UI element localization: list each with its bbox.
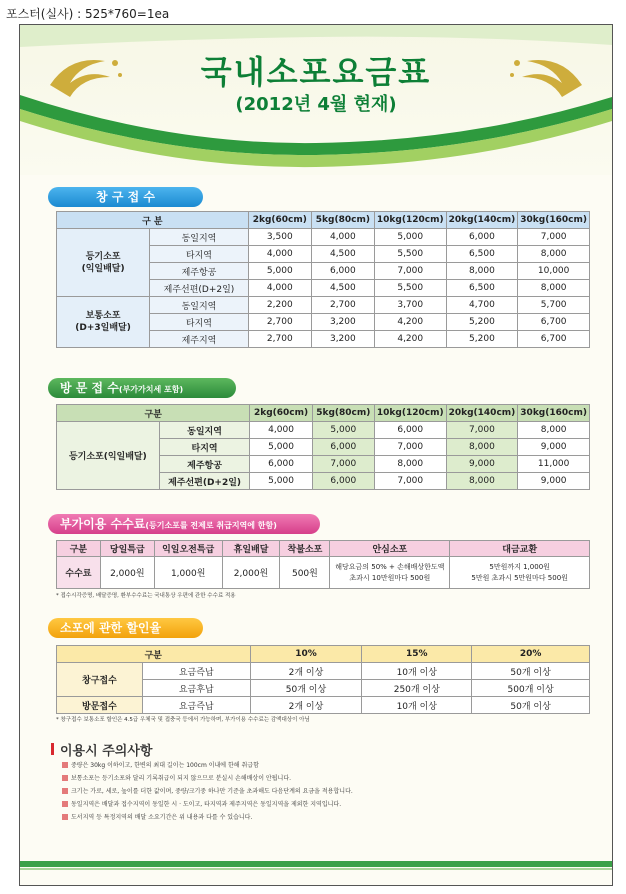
caution-text: 동일지역은 배달과 접수지역이 동일한 시 · 도이고, 타지역과 제주지역은 동일지역을 제외한 지역입니다. (71, 801, 342, 808)
price-cell: 6,000 (374, 422, 446, 439)
caution-text: 보통소포는 등기소포와 달리 기록취급이 되지 않으므로 분실시 손해배상이 안됩니다. (71, 775, 292, 782)
region-cell: 제주항공 (159, 456, 250, 473)
price-cell: 5,000 (374, 229, 446, 246)
fees-header-cell: 구분 (57, 541, 101, 557)
caution-text: 중량은 30kg 이하이고, 한변의 최대 길이는 100cm 이내에 한해 취급함 (71, 762, 259, 769)
price-cell: 8,000 (446, 263, 518, 280)
discount-header-cell: 15% (362, 646, 472, 663)
caution-list (62, 759, 353, 824)
discount-cell: 10개 이상 (362, 697, 472, 714)
counter-section-label: 창 구 접 수 (48, 187, 203, 207)
fee-cell: 1,000원 (154, 557, 222, 589)
visit-rate-table (56, 404, 590, 490)
price-cell: 2,700 (311, 297, 374, 314)
price-cell: 7,000 (374, 263, 446, 280)
price-cell: 8,000 (374, 456, 446, 473)
price-cell: 7,000 (374, 439, 446, 456)
visit-header-cell: 구분 (57, 405, 250, 422)
extra-fees-table (56, 540, 590, 589)
visit-header-cell: 20kg(140cm) (446, 405, 518, 422)
cod-fee-line: 5만원 초과시 5만원마다 500원 (471, 573, 568, 582)
discount-cell: 50개 이상 (472, 663, 590, 680)
fee-cell: 500원 (280, 557, 330, 589)
price-cell: 7,000 (374, 473, 446, 490)
price-cell: 5,500 (374, 280, 446, 297)
price-cell: 3,200 (311, 331, 374, 348)
fees-header-cell: 익일오전특급 (154, 541, 222, 557)
discount-table (56, 645, 590, 714)
price-cell: 6,000 (311, 263, 374, 280)
list-item (62, 798, 353, 811)
table-row (57, 297, 590, 314)
price-cell: 10,000 (518, 263, 590, 280)
region-cell: 제주지역 (150, 331, 249, 348)
region-cell: 타지역 (150, 314, 249, 331)
cod-fee-line: 5만원까지 1,000원 (489, 562, 550, 571)
price-cell: 7,000 (446, 422, 518, 439)
price-cell: 7,000 (518, 229, 590, 246)
visit-section-title: 방 문 접 수 (60, 381, 119, 395)
fees-section-label (48, 514, 320, 534)
price-cell: 2,200 (248, 297, 311, 314)
price-cell: 4,000 (248, 280, 311, 297)
visit-section-note: (부가가치세 포함) (118, 385, 184, 394)
region-cell: 동일지역 (159, 422, 250, 439)
counter-rate-table (56, 211, 590, 348)
price-cell: 5,000 (248, 263, 311, 280)
region-cell: 타지역 (159, 439, 250, 456)
discount-cell: 2개 이상 (250, 697, 362, 714)
price-cell: 6,000 (250, 456, 312, 473)
discount-cell: 10개 이상 (362, 663, 472, 680)
fees-section-title: 부가이용 수수료 (60, 517, 146, 531)
fees-header-cell: 휴일배달 (222, 541, 280, 557)
price-cell: 9,000 (518, 439, 590, 456)
safe-fee-line: 초과시 10만원마다 500원 (349, 573, 431, 582)
price-cell: 5,700 (518, 297, 590, 314)
visit-header-cell: 30kg(160cm) (518, 405, 590, 422)
discount-header-cell: 10% (250, 646, 362, 663)
caution-text: 도서지역 등 특정지역의 배달 소요기간은 위 내용과 다를 수 있습니다. (71, 814, 253, 821)
region-cell: 제주항공 (150, 263, 249, 280)
price-cell: 5,200 (446, 331, 518, 348)
discount-header-cell: 20% (472, 646, 590, 663)
price-cell: 4,000 (250, 422, 312, 439)
discount-footnote: * 창구접수 보통소포 할인은 4.5급 우체국 및 접충국 등에서 가능하며, 부가이용 수수료는 감액대상이 아님 (56, 717, 310, 723)
list-item (62, 772, 353, 785)
bullet-icon (62, 801, 68, 807)
fees-header-cell: 착불소포 (280, 541, 330, 557)
region-cell: 제주선편(D+2일) (159, 473, 250, 490)
fee-cell: 2,000원 (222, 557, 280, 589)
bullet-icon (62, 762, 68, 768)
table-row (57, 663, 590, 680)
price-cell: 4,700 (446, 297, 518, 314)
visit-section-label (48, 378, 236, 398)
region-cell: 제주선편(D+2일) (150, 280, 249, 297)
price-cell: 5,500 (374, 246, 446, 263)
price-cell: 6,700 (518, 331, 590, 348)
caution-text: 크기는 가로, 세로, 높이를 더한 값이며, 중량/크기중 하나만 기준을 초과해도 다음단계의 요금을 적용합니다. (71, 788, 353, 795)
price-cell: 4,500 (311, 246, 374, 263)
fees-header-cell: 당일특급 (100, 541, 154, 557)
poster-header (20, 25, 612, 175)
bottom-stripe-light (20, 868, 612, 870)
fees-footnote: * 접수시각증명, 배달증명, 환부수수료는 국내통상 우편에 관한 수수료 적용 (56, 593, 236, 599)
payment-type-cell: 요금즉납 (142, 697, 250, 714)
region-cell: 동일지역 (150, 297, 249, 314)
price-cell: 4,200 (374, 314, 446, 331)
counter-header-cell: 2kg(60cm) (248, 212, 311, 229)
price-cell: 4,000 (248, 246, 311, 263)
discount-cell: 500개 이상 (472, 680, 590, 697)
list-item (62, 811, 353, 824)
price-cell: 6,000 (446, 229, 518, 246)
cod-fee-cell (450, 557, 590, 589)
table-row (57, 697, 590, 714)
counter-header-cell: 구 분 (57, 212, 249, 229)
counter-header-cell: 10kg(120cm) (374, 212, 446, 229)
counter-header-cell: 30kg(160cm) (518, 212, 590, 229)
price-cell: 7,000 (312, 456, 374, 473)
fee-row-label: 수수료 (57, 557, 101, 589)
list-item (62, 785, 353, 798)
price-cell: 6,700 (518, 314, 590, 331)
price-cell: 2,700 (248, 331, 311, 348)
caution-marker (51, 743, 54, 755)
table-row (57, 422, 590, 439)
fees-section-note: (등기소포를 전제로 취급지역에 한함) (145, 521, 277, 530)
price-cell: 5,000 (250, 473, 312, 490)
visit-header-cell: 5kg(80cm) (312, 405, 374, 422)
price-cell: 8,000 (518, 280, 590, 297)
region-cell: 타지역 (150, 246, 249, 263)
price-cell: 3,700 (374, 297, 446, 314)
price-cell: 8,000 (518, 422, 590, 439)
payment-type-cell: 요금후납 (142, 680, 250, 697)
price-cell: 8,000 (446, 473, 518, 490)
price-cell: 3,500 (248, 229, 311, 246)
price-cell: 6,000 (312, 473, 374, 490)
poster-title: 국내소포요금표 (200, 53, 432, 91)
price-cell: 4,500 (311, 280, 374, 297)
visit-header-cell: 2kg(60cm) (250, 405, 312, 422)
fees-header-cell: 대금교환 (450, 541, 590, 557)
table-row (57, 557, 590, 589)
ordinary-parcel-group: 보통소포 (D+3일배달) (57, 297, 150, 348)
price-cell: 6,000 (312, 439, 374, 456)
discount-header-cell: 구분 (57, 646, 251, 663)
bullet-icon (62, 788, 68, 794)
list-item (62, 759, 353, 772)
visit-header-cell: 10kg(120cm) (374, 405, 446, 422)
bottom-stripe (20, 861, 612, 867)
price-cell: 8,000 (446, 439, 518, 456)
counter-discount-group: 창구접수 (57, 663, 143, 697)
price-cell: 6,500 (446, 246, 518, 263)
price-cell: 2,700 (248, 314, 311, 331)
table-row (57, 229, 590, 246)
payment-type-cell: 요금즉납 (142, 663, 250, 680)
price-cell: 5,200 (446, 314, 518, 331)
discount-cell: 250개 이상 (362, 680, 472, 697)
price-cell: 5,000 (312, 422, 374, 439)
safe-parcel-fee-cell (330, 557, 450, 589)
price-cell: 4,000 (311, 229, 374, 246)
region-cell: 동일지역 (150, 229, 249, 246)
bullet-icon (62, 814, 68, 820)
caption-text: 포스터(실사) : 525*760=1ea (6, 7, 170, 21)
price-cell: 3,200 (311, 314, 374, 331)
safe-fee-line: 해당요금의 50% + 손해배상한도액 (335, 562, 445, 571)
visit-discount-group: 방문접수 (57, 697, 143, 714)
price-cell: 9,000 (518, 473, 590, 490)
price-cell: 6,500 (446, 280, 518, 297)
fee-cell: 2,000원 (100, 557, 154, 589)
registered-parcel-group: 등기소포 (익일배달) (57, 229, 150, 297)
bullet-icon (62, 775, 68, 781)
discount-cell: 50개 이상 (472, 697, 590, 714)
price-cell: 5,000 (250, 439, 312, 456)
price-cell: 4,200 (374, 331, 446, 348)
discount-section-label: 소포에 관한 할인율 (48, 618, 203, 638)
visit-registered-group: 등기소포(익일배달) (57, 422, 160, 490)
caution-title: 이용시 주의사항 (60, 744, 153, 759)
discount-cell: 50개 이상 (250, 680, 362, 697)
poster-subtitle: (2012년 4월 현재) (235, 94, 397, 115)
price-cell: 8,000 (518, 246, 590, 263)
fees-header-cell: 안심소포 (330, 541, 450, 557)
rate-poster (19, 24, 613, 886)
discount-cell: 2개 이상 (250, 663, 362, 680)
counter-header-cell: 5kg(80cm) (311, 212, 374, 229)
price-cell: 11,000 (518, 456, 590, 473)
price-cell: 9,000 (446, 456, 518, 473)
counter-header-cell: 20kg(140cm) (446, 212, 518, 229)
